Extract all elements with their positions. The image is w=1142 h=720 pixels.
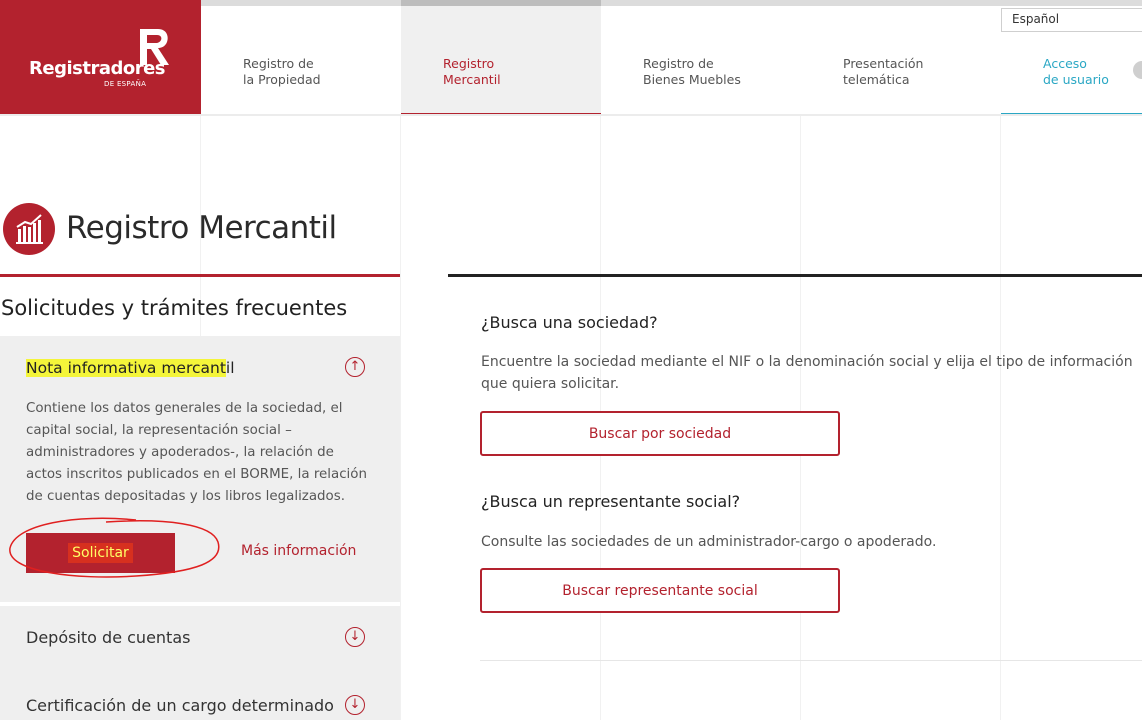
nav-registro-mercantil[interactable] [401, 6, 601, 116]
card-title-rest: il [225, 359, 235, 377]
card-title[interactable] [26, 359, 235, 377]
annotation-circle [6, 514, 226, 584]
accordion-certificacion-cargo[interactable]: Certificación de un cargo determinado [26, 696, 334, 715]
sociedad-text: Encuentre la sociedad mediante el NIF o la denominación social y elija el tipo de información que quiera solicitar. [481, 354, 1133, 392]
chart-bars-icon [3, 203, 55, 255]
nav-registro-propiedad[interactable] [201, 6, 401, 114]
nav-label: telemática [843, 72, 910, 87]
mas-informacion-link[interactable]: Más información [241, 543, 357, 559]
language-select[interactable]: Español [1001, 8, 1142, 32]
page-title: Registro Mercantil [66, 210, 337, 246]
nav-label: la Propiedad [243, 72, 321, 87]
nav-label: Mercantil [443, 72, 501, 87]
card-description: Contiene los datos generales de la sociedad, el capital social, la representación social – administradores y apoderados-, la relación de actos inscritos publicados en el BORME, la relación de cuentas depositadas y los libros legalizados. [26, 401, 367, 504]
arrow-down-circle-icon[interactable]: ↓ [345, 695, 365, 715]
site-header [0, 0, 1142, 116]
nav-label: de usuario [1043, 72, 1109, 87]
accordion-deposito-cuentas[interactable]: Depósito de cuentas [26, 628, 191, 647]
grid-line [1000, 116, 1001, 720]
logo-text: Registradores [29, 58, 166, 79]
arrow-down-circle-icon[interactable]: ↓ [345, 627, 365, 647]
representante-heading: ¿Busca un representante social? [481, 492, 741, 511]
nav-label: Registro [443, 56, 495, 71]
buscar-sociedad-button[interactable]: Buscar por sociedad [480, 411, 840, 456]
sociedad-heading: ¿Busca una sociedad? [481, 313, 658, 332]
header-divider [0, 114, 1142, 116]
nav-presentacion-telematica[interactable] [801, 6, 1001, 114]
nav-label: Bienes Muebles [643, 72, 741, 87]
title-rule [0, 274, 400, 277]
nav-label: Registro de [643, 56, 714, 71]
solicitar-label: Solicitar [68, 543, 133, 563]
highlighted-text: Nota informativa mercant [26, 359, 226, 377]
content-rule [448, 274, 1142, 277]
representante-text: Consulte las sociedades de un administrador-cargo o apoderado. [481, 534, 937, 550]
logo-subtitle: DE ESPAÑA [104, 80, 147, 88]
arrow-up-circle-icon[interactable]: ↑ [345, 357, 365, 377]
nav-bienes-muebles[interactable] [601, 6, 801, 114]
nav-label: Presentación [843, 56, 924, 71]
section-title: Solicitudes y trámites frecuentes [1, 296, 348, 320]
buscar-representante-button[interactable]: Buscar representante social [480, 568, 840, 613]
site-logo[interactable] [0, 0, 201, 116]
nav-label: Acceso [1043, 56, 1087, 71]
nav-label: Registro de [243, 56, 314, 71]
grid-line [400, 116, 401, 720]
content-bottom-rule [480, 660, 1142, 661]
